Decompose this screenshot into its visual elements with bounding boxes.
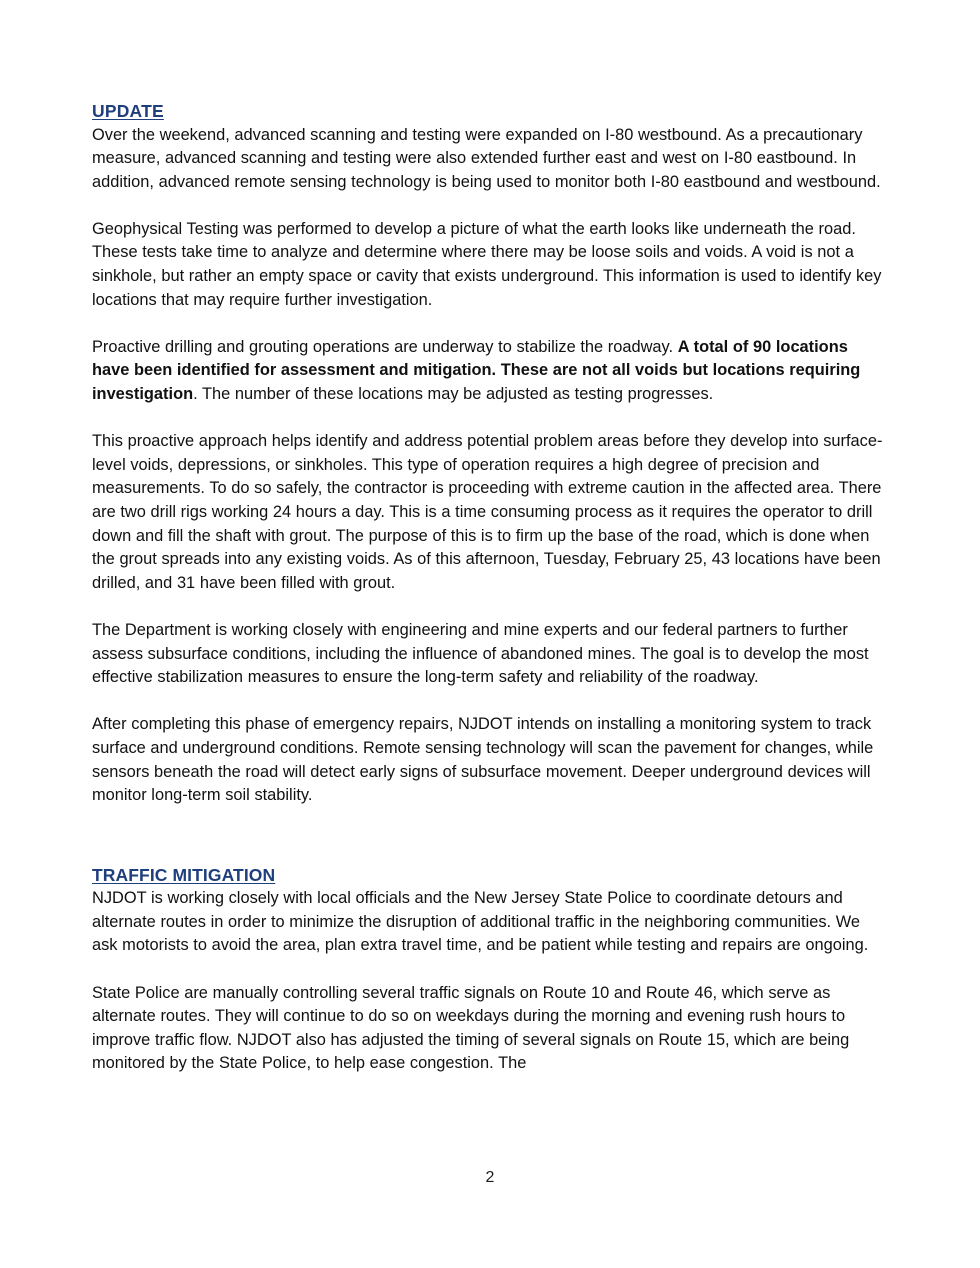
- paragraph-update-4: This proactive approach helps identify and address potential problem areas before they develop into surface-level voids, depressions, or sinkholes. This type of operation requires a high degree of precision and measurements. To do so safely, the contractor is proceeding with extreme caution in the affected area. There are two drill rigs working 24 hours a day. This is a time consuming process as it requires the operator to drill down and fill the shaft with grout. The purpose of this is to firm up the base of the road, which is done when the grout spreads into any existing voids. As of this afternoon, Tuesday, February 25, 43 locations have been drilled, and 31 have been filled with grout.: [92, 432, 883, 592]
- document-body: [92, 100, 889, 1076]
- paragraph-spacer: [92, 194, 889, 218]
- section-heading-update: UPDATE: [92, 101, 164, 121]
- paragraph-traffic-1: NJDOT is working closely with local officials and the New Jersey State Police to coordinate detours and alternate routes in order to minimize the disruption of additional traffic in the neighboring communities. We ask motorists to avoid the area, plan extra travel time, and be patient while testing and repairs are ongoing.: [92, 889, 869, 955]
- paragraph-spacer: [92, 407, 889, 431]
- paragraph-update-2: Geophysical Testing was performed to develop a picture of what the earth looks like underneath the road. These tests take time to analyze and determine where there may be loose soils and voids. A void is not a sinkhole, but rather an empty space or cavity that exists underground. This information is used to identify key locations that may require further investigation.: [92, 219, 882, 309]
- paragraph-spacer: [92, 690, 889, 714]
- paragraph-spacer: [92, 312, 889, 336]
- page-number: 2: [485, 1169, 495, 1186]
- paragraph-update-3-bold: A total of 90 locations have been identified for assessment and mitigation. These are not all voids but locations requiring investigation: [92, 337, 861, 404]
- paragraph-update-3: [92, 336, 889, 407]
- paragraph-traffic-2: State Police are manually controlling several traffic signals on Route 10 and Route 46, which serve as alternate routes. They will continue to do so on weekdays during the morning and evening rush hours to improve traffic flow. NJDOT also has adjusted the timing of several signals on Route 15, which are being monitored by the State Police, to help ease congestion. The: [92, 983, 850, 1073]
- section-heading-traffic-mitigation: TRAFFIC MITIGATION: [92, 864, 276, 885]
- paragraph-spacer: [92, 958, 889, 982]
- section-spacer: [92, 808, 889, 864]
- paragraph-update-3-lead: Proactive drilling and grouting operations are underway to stabilize the roadway.: [92, 337, 678, 356]
- paragraph-update-3-tail: . The number of these locations may be adjusted as testing progresses.: [193, 385, 714, 404]
- paragraph-update-1: Over the weekend, advanced scanning and testing were expanded on I-80 westbound. As a precautionary measure, advanced scanning and testing were also extended further east and west on I-80 eastbound. In addition, advanced remote sensing technology is being used to monitor both I-80 eastbound and westbound.: [92, 125, 881, 191]
- paragraph-spacer: [92, 595, 889, 619]
- paragraph-update-5: The Department is working closely with engineering and mine experts and our federal partners to further assess subsurface conditions, including the influence of abandoned mines. The goal is to develop the most effective stabilization measures to ensure the long-term safety and reliability of the roadway.: [92, 620, 869, 687]
- paragraph-update-6: After completing this phase of emergency repairs, NJDOT intends on installing a monitoring system to track surface and underground conditions. Remote sensing technology will scan the pavement for changes, while sensors beneath the road will detect early signs of subsurface movement. Deeper underground devices will monitor long-term soil stability.: [92, 715, 874, 805]
